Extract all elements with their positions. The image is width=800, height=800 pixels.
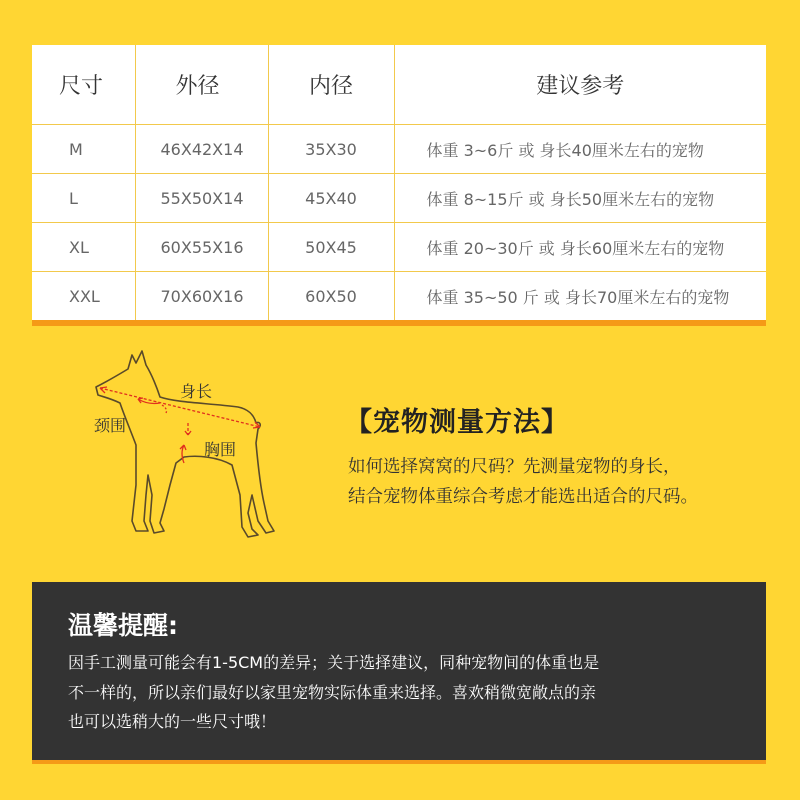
cell-inner: 35X30 [268, 125, 394, 174]
cell-inner: 45X40 [268, 174, 394, 223]
table-row [32, 174, 766, 223]
tips-panel [32, 582, 766, 764]
tips-title: 温馨提醒: [68, 611, 178, 640]
dog-illustration [88, 345, 300, 545]
label-body-length: 身长 [180, 382, 213, 401]
header-inner: 内径 [268, 45, 394, 125]
label-neck: 颈围 [94, 416, 127, 435]
tips-line1: 因手工测量可能会有1-5CM的差异；关于选择建议，同种宠物间的体重也是 [68, 653, 600, 672]
cell-inner: 50X45 [268, 223, 394, 272]
cell-outer: 70X60X16 [135, 272, 268, 321]
table-row [32, 125, 766, 174]
measurement-title: 【宠物测量方法】 [345, 407, 569, 438]
cell-outer: 55X50X14 [135, 174, 268, 223]
size-table-container [32, 45, 766, 326]
size-table [32, 45, 766, 320]
cell-size: L [32, 174, 135, 223]
cell-inner: 60X50 [268, 272, 394, 321]
measurement-desc-line1: 如何选择窝窝的尺码？先测量宠物的身长， [348, 457, 681, 477]
cell-advice: 体重 8~15斤 或 身长50厘米左右的宠物 [394, 174, 766, 223]
measurement-desc-line2: 结合宠物体重综合考虑才能选出适合的尺码。 [348, 487, 698, 507]
dog-outline-icon [88, 345, 300, 545]
measurement-description [348, 452, 768, 512]
cell-advice: 体重 20~30斤 或 身长60厘米左右的宠物 [394, 223, 766, 272]
cell-size: XL [32, 223, 135, 272]
header-advice: 建议参考 [394, 45, 766, 125]
cell-outer: 46X42X14 [135, 125, 268, 174]
header-size: 尺寸 [32, 45, 135, 125]
cell-advice: 体重 35~50 斤 或 身长70厘米左右的宠物 [394, 272, 766, 321]
header-outer: 外径 [135, 45, 268, 125]
cell-size: M [32, 125, 135, 174]
cell-outer: 60X55X16 [135, 223, 268, 272]
cell-advice: 体重 3~6斤 或 身长40厘米左右的宠物 [394, 125, 766, 174]
tips-body [68, 648, 688, 737]
tips-line2: 不一样的，所以亲们最好以家里宠物实际体重来选择。喜欢稍微宽敞点的亲 [68, 682, 597, 702]
tips-line3: 也可以选稍大的一些尺寸哦！ [68, 712, 277, 731]
table-row [32, 272, 766, 321]
label-chest: 胸围 [204, 440, 237, 459]
table-header-row [32, 45, 766, 125]
table-row [32, 223, 766, 272]
cell-size: XXL [69, 286, 100, 306]
